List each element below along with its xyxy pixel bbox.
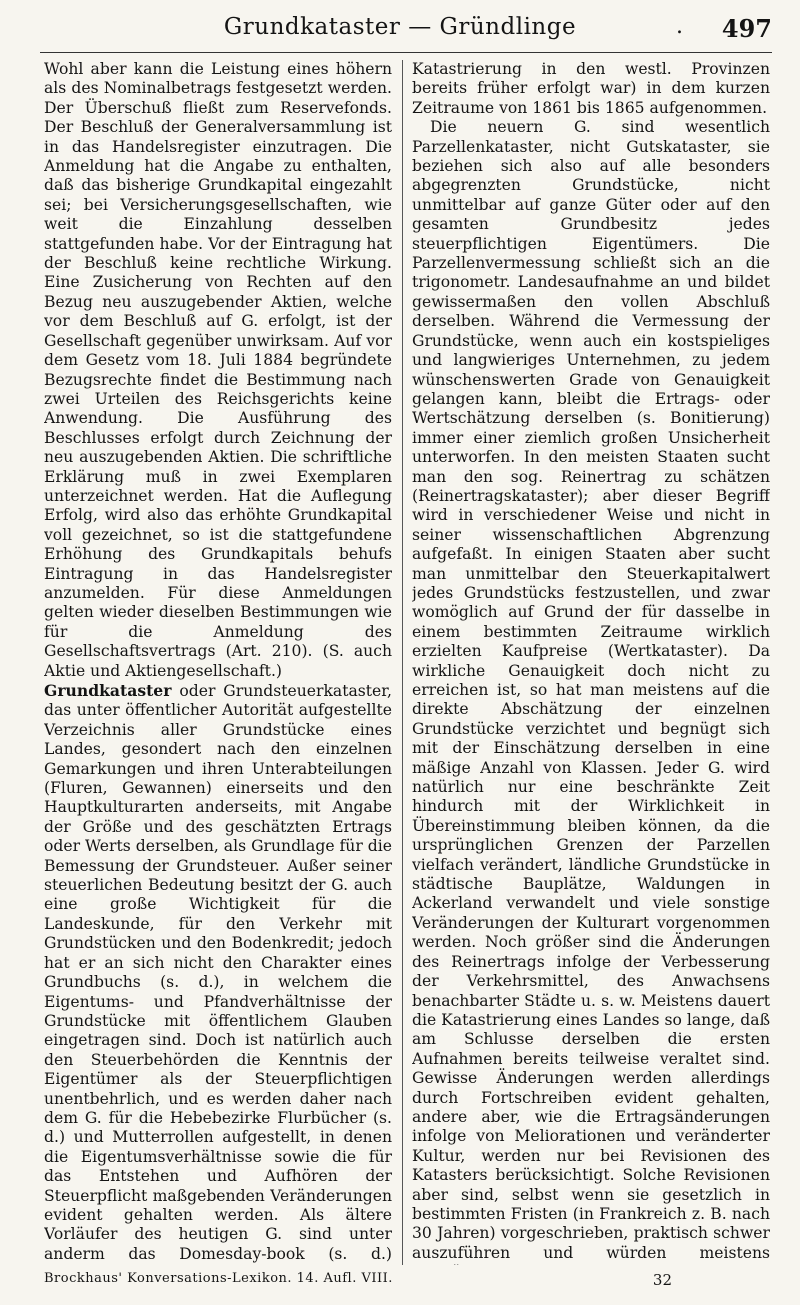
page-number: 497 — [721, 14, 772, 43]
imprint: Brockhaus' Konversations-Lexikon. 14. Aufl. VIII. — [44, 1271, 393, 1286]
paragraph — [412, 118, 770, 1265]
right-column — [412, 60, 770, 1265]
page-footer — [44, 1271, 772, 1293]
left-column — [44, 60, 392, 1265]
column-divider — [402, 60, 403, 1265]
paragraph — [412, 60, 770, 118]
paragraph-text: Katastrierung in den westl. Provinzen bereits früher erfolgt war) in dem kurzen Zeitraume von 1861 bis 1865 aufgenommen. — [412, 60, 770, 117]
entry-grundkataster — [44, 681, 392, 1265]
paragraph — [44, 60, 392, 681]
page-header — [0, 10, 800, 50]
header-dot: . — [676, 14, 683, 39]
paragraph-text: Die neuern G. sind wesentlich Parzellenkataster, nicht Gutskataster, sie beziehen sich also auf alle besonders abgegrenzten Grundstücke, nicht unmittelbar auf ganze Güter oder auf den gesamten Grundbesitz jedes steuerpflichtigen Eigentümers. Die Parzellenvermessung schließt sich an die trigonometr. Landesaufnahme an und bildet gewissermaßen den vollen Abschluß derselben. Während die Vermessung der Grundstücke, wenn auch ein kostspieliges und langwieriges Unternehmen, zu jedem wünschenswerten Grade von Genauigkeit gelangen kann, bleibt die Ertrags- oder Wertschätzung derselben (s. Bonitierung) immer einer ziemlich großen Unsicherheit unterworfen. In den meisten Staaten sucht man den sog. Reinertrag zu schätzen (Reinertragskataster); aber dieser Begriff wird in verschiedener Weise und nicht in seiner wissenschaftlichen Abgrenzung aufgefaßt. In einigen Staaten aber sucht man unmittelbar den Steuerkapitalwert jedes Grundstücks festzustellen, und zwar womöglich auf Grund der für dasselbe in einem bestimmten Zeitraume wirklich erzielten Kaufpreise (Wertkataster). Da wirkliche Genauigkeit doch nicht zu erreichen ist, so hat man meistens auf die direkte Abschätzung der einzelnen Grundstücke verzichtet und begnügt sich mit der Einschätzung derselben in eine mäßige Anzahl von Klassen. Jeder G. wird natürlich nur eine beschränkte Zeit hindurch mit der Wirklichkeit in Übereinstimmung bleiben können, da die ursprünglichen Grenzen der Parzellen vielfach verändert, ländliche Grundstücke in städtische Bauplätze, Waldungen in Ackerland verwandelt und viele sonstige Veränderungen der Kulturart vorgenommen werden. Noch größer sind die Änderungen des Reinertrags infolge der Verbesserung der Verkehrsmittel, des Anwachsens benachbarter Städte u. s. w. Meistens dauert die Katastrierung eines Landes so lange, daß am Schlusse derselben die ersten Aufnahmen bereits teilweise veraltet sind. Gewisse Änderungen werden allerdings durch Fortschreiben evident gehalten, andere aber, wie die Ertragsänderungen infolge von Meliorationen und veränderter Kultur, werden nur bei Revisionen des Katasters berücksichtigt. Solche Revisionen aber sind, selbst wenn sie gesetzlich in bestimmten Fristen (in Frankreich z. B. nach 30 Jahren) vorgeschrieben, praktisch schwer auszuführen und würden meistens — [412, 118, 770, 1262]
paragraph-text: Wohl aber kann die Leistung eines höhern als des Nominalbetrags festgesetzt werden. Der Überschuß fließt zum Reservefonds. Der Beschluß der Generalversammlung ist in das Handelsregister einzutragen. Die Anmeldung hat die Angabe zu enthalten, daß das bisherige Grundkapital eingezahlt sei; bei Versicherungsgesellschaften, wie weit die Einzahlung desselben stattgefunden habe. Vor der Eintragung hat der Beschluß keine rechtliche Wirkung. Eine Zusicherung von Rechten auf den Bezug neu auszugebender Aktien, welche vor dem Beschluß auf G. erfolgt, ist der Gesellschaft gegenüber unwirksam. Auf vor dem Gesetz vom 18. Juli 1884 begründete Bezugsrechte findet die Bestimmung nach zwei Urteilen des Reichsgerichts keine Anwendung. Die Ausführung des Beschlusses erfolgt durch Zeichnung der neu auszugebenden Aktien. Die schriftliche Erklärung muß in zwei Exemplaren unterzeichnet werden. Hat die Auflegung Erfolg, wird also das erhöhte Grundkapital voll gezeichnet, so ist die stattgefundene Erhöhung des Grundkapitals behufs Eintragung in das Handelsregister anzumelden. Für diese Anmeldungen gelten wieder dieselben Bestimmungen wie für die Anmeldung des Gesellschaftsvertrags (Art. 210). (S. auch Aktie und Aktiengesellschaft.) — [44, 60, 392, 680]
sheet-signature: 32 — [652, 1271, 672, 1289]
header-rule — [40, 52, 772, 53]
entry-text: oder Grundsteuerkataster, das unter öffentlicher Autorität aufgestellte Verzeichnis aller Grundstücke eines Landes, gesondert nach den einzelnen Gemarkungen und ihren Unterabteilungen (Fluren, Gewannen) einerseits und den Hauptkulturarten anderseits, mit Angabe der Größe und des geschätzten Ertrags oder Werts derselben, als Grundlage für die Bemessung der Grundsteuer. Außer seiner steuerlichen Bedeutung besitzt der G. auch eine große Wichtigkeit für die Landeskunde, für den Verkehr mit Grundstücken und den Bodenkredit; jedoch hat er an sich nicht den Charakter eines Grundbuchs (s. d.), in welchem die Eigentums- und Pfandverhältnisse der Grundstücke mit öffentlichem Glauben eingetragen sind. Doch ist natürlich auch den Steuerbehörden die Kenntnis der Eigentümer als der Steuerpflichtigen unentbehrlich, und es werden daher nach dem G. für die Hebebezirke Flurbücher (s. d.) und Mutterrollen aufgestellt, in denen die Eigentumsverhältnisse sowie die für das Entstehen und Aufhören der Steuerpflicht maßgebenden Veränderungen evident gehalten werden. Als ältere Vorläufer des heutigen G. sind unter anderm das Domesday-book (s. d.) — [44, 682, 392, 1263]
running-title: Grundkataster — Gründlinge — [223, 14, 577, 40]
lemma: Grundkataster — [44, 681, 172, 700]
